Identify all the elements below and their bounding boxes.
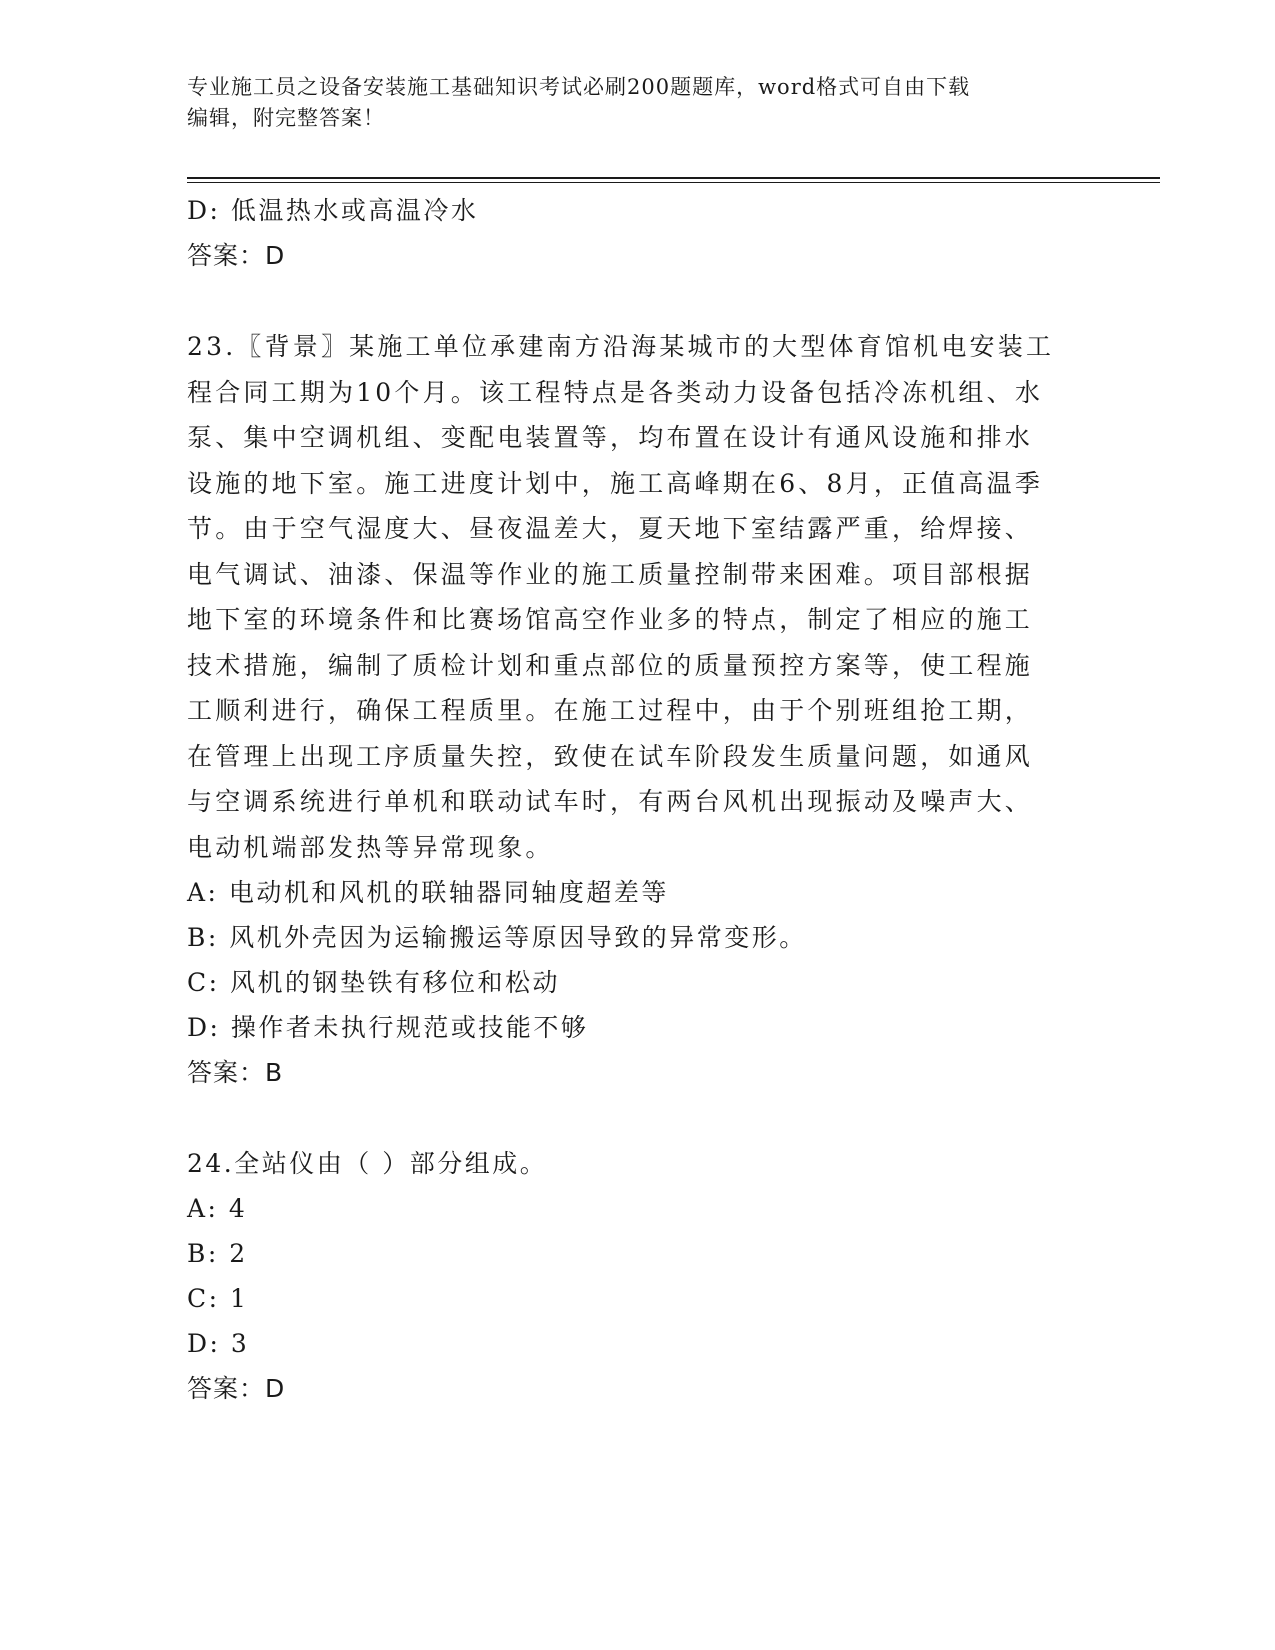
header-line-1: 专业施工员之设备安装施工基础知识考试必刷200题题库，word格式可自由下载 [187, 75, 971, 99]
stem-line: 设施的地下室。施工进度计划中，施工高峰期在6、8月，正值高温季 [187, 468, 1044, 498]
stem-line: 在管理上出现工序质量失控，致使在试车阶段发生质量问题，如通风 [187, 741, 1034, 771]
option-a: A: 电动机和风机的联轴器同轴度超差等 [187, 878, 669, 907]
stem-line: 程合同工期为10个月。该工程特点是各类动力设备包括冷冻机组、水 [187, 377, 1044, 407]
header-divider-thick [187, 177, 1160, 179]
option-b: B: 风机外壳因为运输搬运等原因导致的异常变形。 [187, 923, 807, 952]
option-c: C: 风机的钢垫铁有移位和松动 [187, 968, 560, 997]
answer-line: 答案：D [187, 241, 286, 270]
stem-line: 泵、集中空调机组、变配电装置等，均布置在设计有通风设施和排水 [187, 423, 1034, 452]
option-a: A: 4 [187, 1194, 248, 1223]
stem-line: 技术措施，编制了质检计划和重点部位的质量预控方案等，使工程施 [187, 650, 1034, 680]
option-d: D: 低温热水或高温冷水 [187, 196, 479, 225]
answer-line: 答案：B [187, 1058, 284, 1087]
header-divider-thin [187, 182, 1160, 183]
question-23 [187, 324, 1077, 1095]
question-stem [187, 324, 1077, 870]
stem-line: 工顺利进行，确保工程质里。在施工过程中，由于个别班组抢工期， [187, 696, 1034, 725]
stem-line: 节。由于空气湿度大、昼夜温差大，夏天地下室结露严重，给焊接、 [187, 514, 1034, 543]
document-header [187, 72, 1087, 134]
stem-line: 23.〖背景〗某施工单位承建南方沿海某城市的大型体育馆机电安装工 [187, 332, 1055, 361]
stem-line: 地下室的环境条件和比赛场馆高空作业多的特点，制定了相应的施工 [187, 605, 1034, 634]
answer-line: 答案：D [187, 1374, 286, 1403]
question-24 [187, 1141, 1077, 1411]
stem-line: 电动机端部发热等异常现象。 [187, 832, 554, 862]
prev-question-tail [187, 188, 1077, 278]
stem-line: 电气调试、油漆、保温等作业的施工质量控制带来困难。项目部根据 [187, 559, 1034, 589]
option-d: D: 操作者未执行规范或技能不够 [187, 1013, 589, 1042]
page-content [187, 188, 1077, 1411]
stem-line: 与空调系统进行单机和联动试车时，有两台风机出现振动及噪声大、 [187, 787, 1034, 816]
option-b: B: 2 [187, 1239, 248, 1268]
option-d: D: 3 [187, 1329, 250, 1358]
option-c: C: 1 [187, 1284, 249, 1313]
question-stem: 24.全站仪由（ ）部分组成。 [187, 1149, 548, 1178]
header-line-2: 编辑，附完整答案！ [187, 106, 385, 130]
